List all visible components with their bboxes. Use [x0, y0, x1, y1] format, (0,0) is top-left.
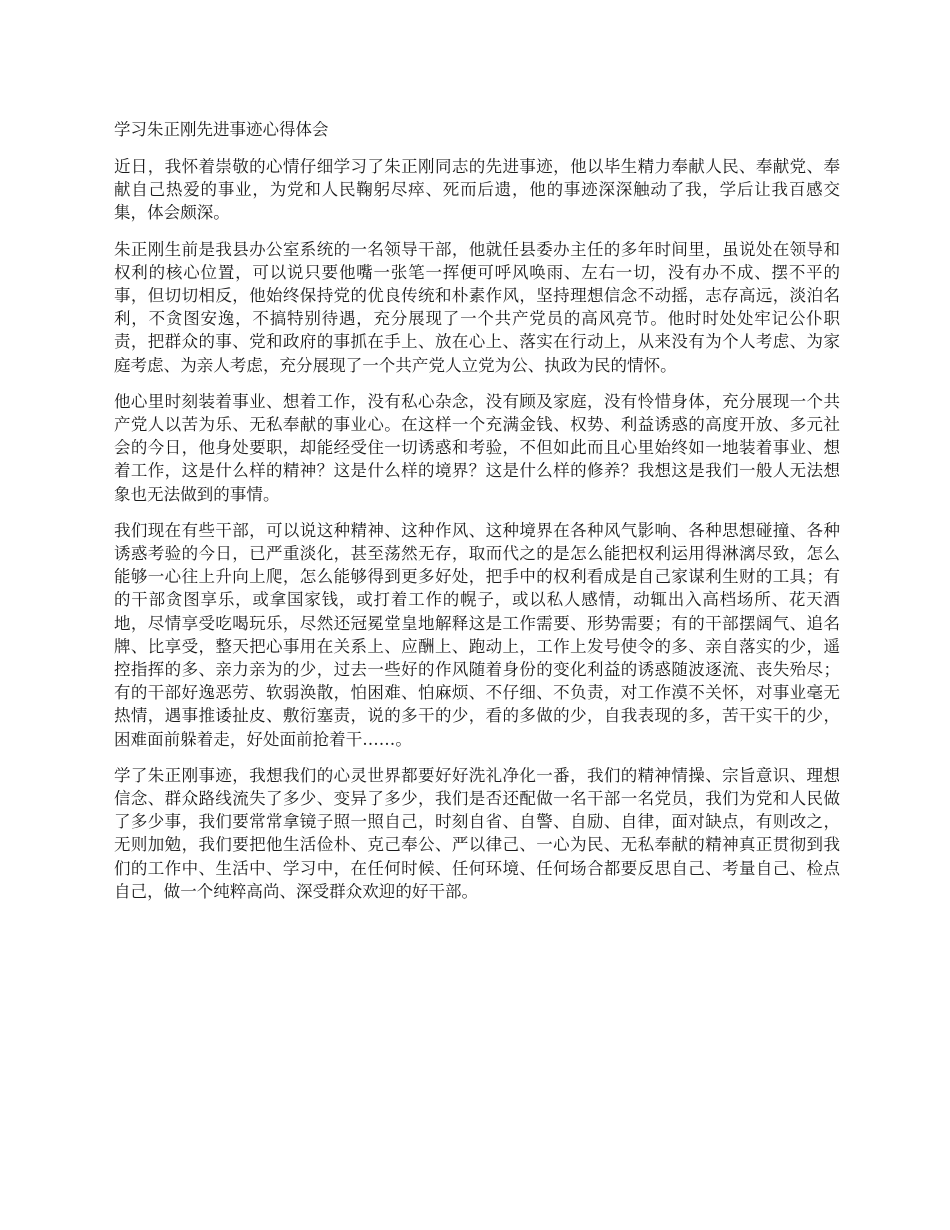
paragraph-background: 朱正刚生前是我县办公室系统的一名领导干部，他就任县委办主任的多年时间里，虽说处在领导和权利的核心位置，可以说只要他嘴一张笔一挥便可呼风唤雨、左右一切，没有办不成、摆不平的事，但切切相反，他始终保持党的优良传统和朴素作风，坚持理想信念不动摇，志存高远，淡泊名利，不贪图安逸，不搞特别待遇，充分展现了一个共产党员的高风亮节。他时时处处牢记公仆职责，把群众的事、党和政府的事抓在手上、放在心上、落实在行动上，从来没有为个人考虑、为家庭考虑、为亲人考虑，充分展现了一个共产党人立党为公、执政为民的情怀。 — [114, 239, 840, 375]
paragraph-conclusion: 学了朱正刚事迹，我想我们的心灵世界都要好好洗礼净化一番，我们的精神情操、宗旨意识、理想信念、群众路线流失了多少、变异了多少，我们是否还配做一名干部一名党员，我们为党和人民做了多少事，我们要常常拿镜子照一照自己，时刻自省、自警、自励、自律，面对缺点，有则改之，无则加勉，我们要把他生活俭朴、克己奉公、严以律己、一心为民、无私奉献的精神真正贯彻到我们的工作中、生活中、学习中，在任何时候、任何环境、任何场合都要反思自己、考量自己、检点自己，做一个纯粹高尚、深受群众欢迎的好干部。 — [114, 765, 840, 901]
paragraph-dedication: 他心里时刻装着事业、想着工作，没有私心杂念，没有顾及家庭，没有怜惜身体，充分展现一个共产党人以苦为乐、无私奉献的事业心。在这样一个充满金钱、权势、利益诱惑的高度开放、多元社会的今日，他身处要职，却能经受住一切诱惑和考验，不但如此而且心里始终如一地装着事业、想着工作，这是什么样的精神？这是什么样的境界？这是什么样的修养？我想这是我们一般人无法想象也无法做到的事情。 — [114, 391, 840, 504]
paragraph-intro: 近日，我怀着崇敬的心情仔细学习了朱正刚同志的先进事迹，他以毕生精力奉献人民、奉献党、奉献自己热爱的事业，为党和人民鞠躬尽瘁、死而后遗，他的事迹深深触动了我，学后让我百感交集，体会颇深。 — [114, 157, 840, 223]
document-title: 学习朱正刚先进事迹心得体会 — [114, 120, 329, 139]
document-page — [114, 118, 840, 916]
paragraph-criticism: 我们现在有些干部，可以说这种精神、这种作风、这种境界在各种风气影响、各种思想碰撞、各种诱惑考验的今日，已严重淡化，甚至荡然无存，取而代之的是怎么能把权利运用得淋漓尽致，怎么能够一心往上升向上爬，怎么能够得到更多好处，把手中的权利看成是自己家谋利生财的工具；有的干部贪图享乐，或拿国家钱，或打着工作的幌子，或以私人感情，动辄出入高档场所、花天酒地，尽情享受吃喝玩乐，尽然还冠冕堂皇地解释这是工作需要、形势需要；有的干部摆阔气、追名牌、比享受，整天把心事用在关系上、应酬上、跑动上，工作上发号使令的多、亲自落实的少，遥控指挥的多、亲力亲为的少，过去一些好的作风随着身份的变化利益的诱惑随波逐流、丧失殆尽；有的干部好逸恶劳、软弱涣散，怕困难、怕麻烦、不仔细、不负责，对工作漠不关怀，对事业毫无热情，遇事推诿扯皮、敷衍塞责，说的多干的少，看的多做的少，自我表现的多，苦干实干的少，困难面前躲着走，好处面前抢着干……。 — [114, 520, 840, 749]
